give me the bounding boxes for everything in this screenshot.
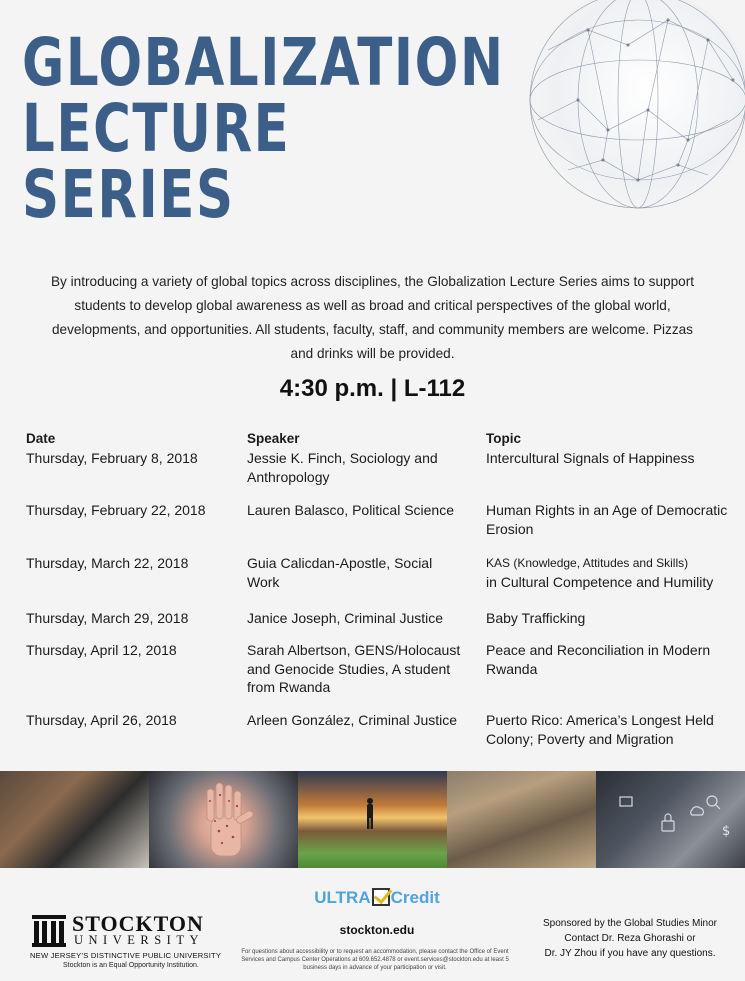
lecture-topic-block (486, 554, 736, 591)
lecture-speaker: Guia Calicdan-Apostle, Social Work (247, 555, 433, 590)
time-location: 4:30 p.m. | L-112 (279, 375, 466, 402)
ultra-prefix: ULTRA (314, 888, 371, 907)
lecture-topic: in Cultural Competence and Humility (486, 573, 714, 590)
lecture-topic: Human Rights in an Age of Democratic Erosion (486, 502, 728, 537)
photo-strip (0, 771, 745, 868)
lecture-topic: Baby Trafficking (486, 610, 586, 626)
page-title (22, 24, 505, 233)
ultra-suffix: Credit (390, 888, 440, 907)
ultra-credit-badge (302, 888, 452, 908)
sponsor-line: Sponsored by the Global Studies Minor (543, 918, 717, 929)
contact-line: Contact Dr. Reza Ghorashi or (564, 933, 696, 944)
lecture-topic: Puerto Rico: America’s Longest Held Colony; Poverty and Migration (486, 712, 714, 747)
photo-food-distribution (0, 771, 149, 868)
lecture-date: Thursday, February 22, 2018 (26, 502, 206, 518)
footer (0, 868, 745, 981)
stockton-columns-logo (32, 915, 66, 947)
logo-university: UNIVERSITY (74, 933, 204, 947)
lecture-date: Thursday, March 29, 2018 (26, 610, 189, 626)
lecture-date: Thursday, March 22, 2018 (26, 555, 189, 571)
photo-child-poverty (447, 771, 596, 868)
column-header-topic: Topic (486, 431, 521, 446)
svg-text:$: $ (722, 824, 731, 839)
sponsor-info (530, 916, 730, 961)
equal-opportunity-note: Stockton is an Equal Opportunity Institution. (63, 962, 199, 969)
technology-icons (596, 771, 745, 868)
accessibility-note: For questions about accessibility or to request an accommodation, please contact the Office of Event Services and Campus Center Operations at 609.652.4878 or event.services@stockton.edu at least 5 business days in advance of your participation or visit. (241, 949, 509, 971)
intro-paragraph: By introducing a variety of global topics across disciplines, the Globalization Lecture Series aims to support students to develop global awareness as well as broad and critical perspectives of the global world, developments, and opportunities. All students, faculty, staff, and community members are welcome. Pizzas and drinks will be provided. (50, 274, 694, 361)
title-line-1: GLOBALIZATION (22, 24, 505, 101)
lecture-date: Thursday, April 26, 2018 (26, 712, 177, 728)
lecture-topic: Intercultural Signals of Happiness (486, 450, 695, 466)
network-globe-icon (508, 0, 745, 230)
website-link[interactable]: stockton.edu (339, 923, 415, 937)
lecture-speaker: Janice Joseph, Criminal Justice (247, 610, 444, 626)
checkbox-icon (372, 888, 390, 906)
walking-figure-icon (298, 771, 447, 868)
contact-line: Dr. JY Zhou if you have any questions. (544, 948, 716, 959)
photo-rash-hand (149, 771, 298, 868)
lecture-date: Thursday, April 12, 2018 (26, 642, 177, 658)
column-header-speaker: Speaker (247, 431, 300, 446)
column-header-date: Date (26, 431, 56, 446)
photo-digital-technology (596, 771, 745, 868)
lecture-topic-subtitle: KAS (Knowledge, Attitudes and Skills) (486, 556, 689, 570)
title-line-2: LECTURE SERIES (22, 90, 291, 233)
lecture-speaker: Arleen González, Criminal Justice (247, 712, 458, 728)
photo-drought-field (298, 771, 447, 868)
logo-tagline: NEW JERSEY’S DISTINCTIVE PUBLIC UNIVERSITY (30, 951, 222, 960)
lecture-speaker: Jessie K. Finch, Sociology and Anthropology (247, 450, 438, 485)
lecture-topic: Peace and Reconciliation in Modern Rwanda (486, 642, 711, 677)
hand-icon (149, 771, 298, 868)
lecture-date: Thursday, February 8, 2018 (26, 450, 198, 466)
lecture-speaker: Sarah Albertson, GENS/Holocaust and Genocide Studies, A student from Rwanda (247, 642, 461, 695)
logo-name: STOCKTON (72, 911, 204, 936)
lecture-speaker: Lauren Balasco, Political Science (247, 502, 455, 518)
